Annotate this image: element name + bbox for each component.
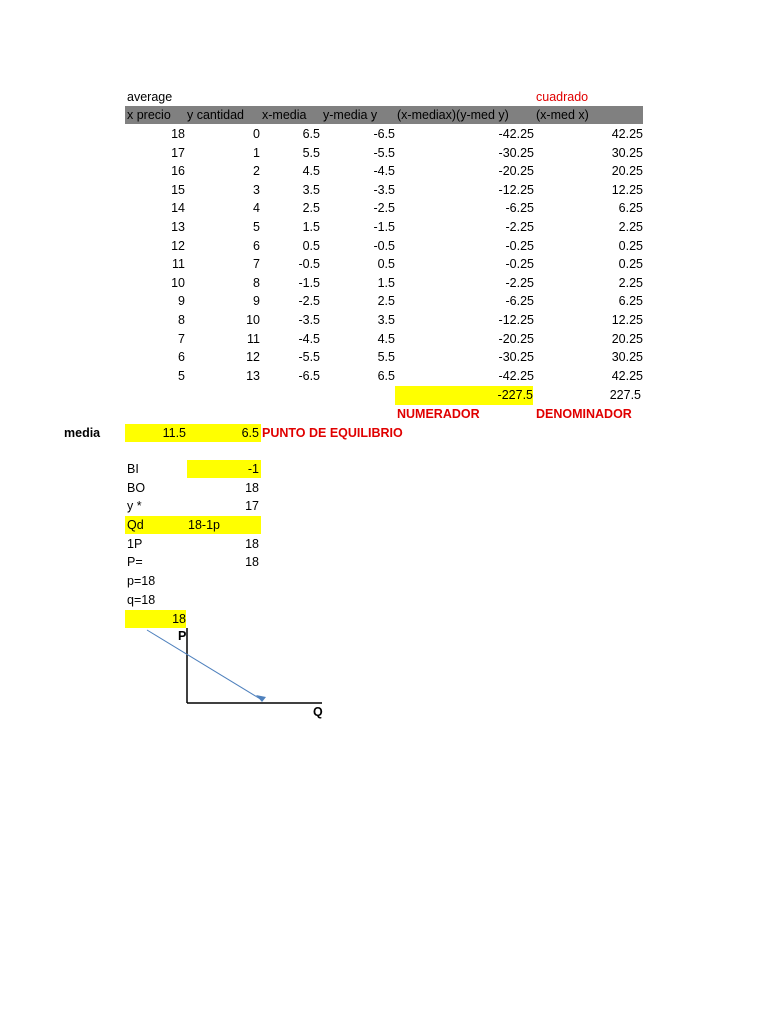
table-cell: 12 <box>171 238 185 253</box>
table-cell: 6 <box>253 238 260 253</box>
table-cell: 2.25 <box>618 219 643 234</box>
table-cell: 11 <box>172 257 185 272</box>
media-x: 11.5 <box>162 426 186 440</box>
table-cell: 20.25 <box>611 331 643 346</box>
calc-label-qd: Qd <box>127 518 144 532</box>
table-cell: 20.25 <box>611 164 643 179</box>
table-cell: -1.5 <box>373 219 395 234</box>
table-cell: 8 <box>178 312 185 327</box>
table-cell: 0.5 <box>302 238 320 253</box>
table-cell: -12.25 <box>498 312 534 327</box>
calc-value-bi: -1 <box>247 462 259 476</box>
table-cell: 6.5 <box>377 368 395 383</box>
sheet-title: average <box>127 90 173 104</box>
denominator-sum: 227.5 <box>609 388 641 402</box>
demand-line <box>147 630 262 700</box>
calc-label-bi: BI <box>127 462 139 476</box>
table-cell: -1.5 <box>298 275 320 290</box>
table-cell: 13 <box>171 219 185 234</box>
calc-label-p: P= <box>127 555 143 569</box>
table-cell: 42.25 <box>611 368 643 383</box>
graph-value: 18 <box>172 612 186 626</box>
table-cell: -42.25 <box>498 368 534 383</box>
axis-p-label: P <box>178 629 187 643</box>
arrow-head-icon <box>256 695 266 702</box>
table-cell: -12.25 <box>498 182 534 197</box>
table-cell: -20.25 <box>498 331 534 346</box>
table-cell: 11 <box>247 331 260 346</box>
table-cell: 6 <box>178 350 185 365</box>
table-cell: 5 <box>178 368 185 383</box>
axis-q-label: Q <box>313 705 323 719</box>
table-cell: 13 <box>246 368 260 383</box>
calc-label-1p: 1P <box>127 537 143 551</box>
table-cell: 0.25 <box>618 238 643 253</box>
header-y-cantidad: y cantidad <box>187 108 244 122</box>
table-cell: 8 <box>253 275 260 290</box>
table-cell: 7 <box>178 331 185 346</box>
table-cell: 3.5 <box>302 182 320 197</box>
table-cell: 15 <box>171 182 185 197</box>
table-cell: -0.25 <box>505 238 534 253</box>
header-x-med-sq: (x-med x) <box>536 108 589 122</box>
table-cell: -3.5 <box>373 182 395 197</box>
punto-equilibrio-label: PUNTO DE EQUILIBRIO <box>262 426 403 440</box>
table-cell: 42.25 <box>611 127 643 141</box>
table-cell: 5.5 <box>377 350 395 365</box>
table-cell: -0.5 <box>373 238 395 253</box>
table-cell: -5.5 <box>298 350 320 365</box>
table-cell: 4.5 <box>377 331 395 346</box>
calc-value-p: 18 <box>245 555 259 569</box>
table-cell: 30.25 <box>611 350 643 365</box>
calc-label-q18: q=18 <box>127 593 156 607</box>
header-y-media: y-media y <box>323 108 378 122</box>
table-cell: -5.5 <box>373 145 395 160</box>
table-cell: -30.25 <box>498 145 534 160</box>
table-cell: 30.25 <box>611 145 643 160</box>
table-cell: -2.5 <box>373 201 395 216</box>
media-y: 6.5 <box>241 426 259 440</box>
table-cell: 4 <box>253 201 260 216</box>
numerador-label: NUMERADOR <box>397 407 480 421</box>
table-cell: -2.5 <box>298 294 320 309</box>
table-cell: 6.25 <box>618 201 643 216</box>
header-x-precio: x precio <box>127 108 171 122</box>
table-cell: 3.5 <box>377 312 395 327</box>
header-product: (x-mediax)(y-med y) <box>397 108 509 122</box>
table-cell: -20.25 <box>498 164 534 179</box>
table-cell: -3.5 <box>298 312 320 327</box>
table-cell: 0 <box>253 127 260 141</box>
table-cell: 18 <box>171 127 185 141</box>
table-cell: -0.5 <box>298 257 320 272</box>
table-cell: 2.5 <box>377 294 395 309</box>
table-cell: 5.5 <box>302 145 320 160</box>
table-cell: -6.25 <box>505 201 534 216</box>
table-cell: 10 <box>246 312 260 327</box>
table-cell: 3 <box>253 182 260 197</box>
table-cell: 9 <box>178 294 185 309</box>
table-cell: -42.25 <box>498 127 534 141</box>
table-cell: -6.5 <box>373 127 395 141</box>
table-cell: -6.5 <box>298 368 320 383</box>
table-cell: 10 <box>171 275 185 290</box>
table-cell: 12.25 <box>611 182 643 197</box>
media-label: media <box>64 426 101 440</box>
calc-value-ystar: 17 <box>245 499 259 513</box>
calc-label-bo: BO <box>127 481 146 495</box>
table-cell: 2 <box>253 164 260 179</box>
calc-label-p18: p=18 <box>127 574 156 588</box>
table-cell: -2.25 <box>505 275 534 290</box>
calc-value-bo: 18 <box>245 481 259 495</box>
table-cell: -2.25 <box>505 219 534 234</box>
table-cell: 12 <box>246 350 260 365</box>
table-cell: 12.25 <box>611 312 643 327</box>
table-cell: -30.25 <box>498 350 534 365</box>
table-cell: 1.5 <box>302 219 320 234</box>
table-cell: -6.25 <box>505 294 534 309</box>
table-cell: 0.5 <box>377 257 395 272</box>
table-cell: -0.25 <box>505 257 534 272</box>
table-cell: 9 <box>253 294 260 309</box>
cuadrado-label: cuadrado <box>536 90 589 104</box>
table-cell: 16 <box>171 164 185 179</box>
table-cell: -4.5 <box>373 164 395 179</box>
table-cell: 7 <box>253 257 260 272</box>
numerator-sum: -227.5 <box>497 388 533 402</box>
table-cell: 4.5 <box>302 164 320 179</box>
table-cell: -4.5 <box>298 331 320 346</box>
table-cell: 6.25 <box>618 294 643 309</box>
table-cell: 2.25 <box>618 275 643 290</box>
table-cell: 6.5 <box>302 127 320 141</box>
table-cell: 1 <box>253 145 260 160</box>
table-cell: 5 <box>253 219 260 234</box>
table-cell: 0.25 <box>618 257 643 272</box>
header-x-media: x-media <box>262 108 307 122</box>
calc-value-1p: 18 <box>245 537 259 551</box>
table-cell: 14 <box>171 201 185 216</box>
table-cell: 1.5 <box>377 275 395 290</box>
denominador-label: DENOMINADOR <box>536 407 632 421</box>
calc-value-qd: 18-1p <box>188 518 220 532</box>
table-cell: 2.5 <box>302 201 320 216</box>
calc-label-ystar: y * <box>127 499 142 513</box>
table-cell: 17 <box>171 145 185 160</box>
